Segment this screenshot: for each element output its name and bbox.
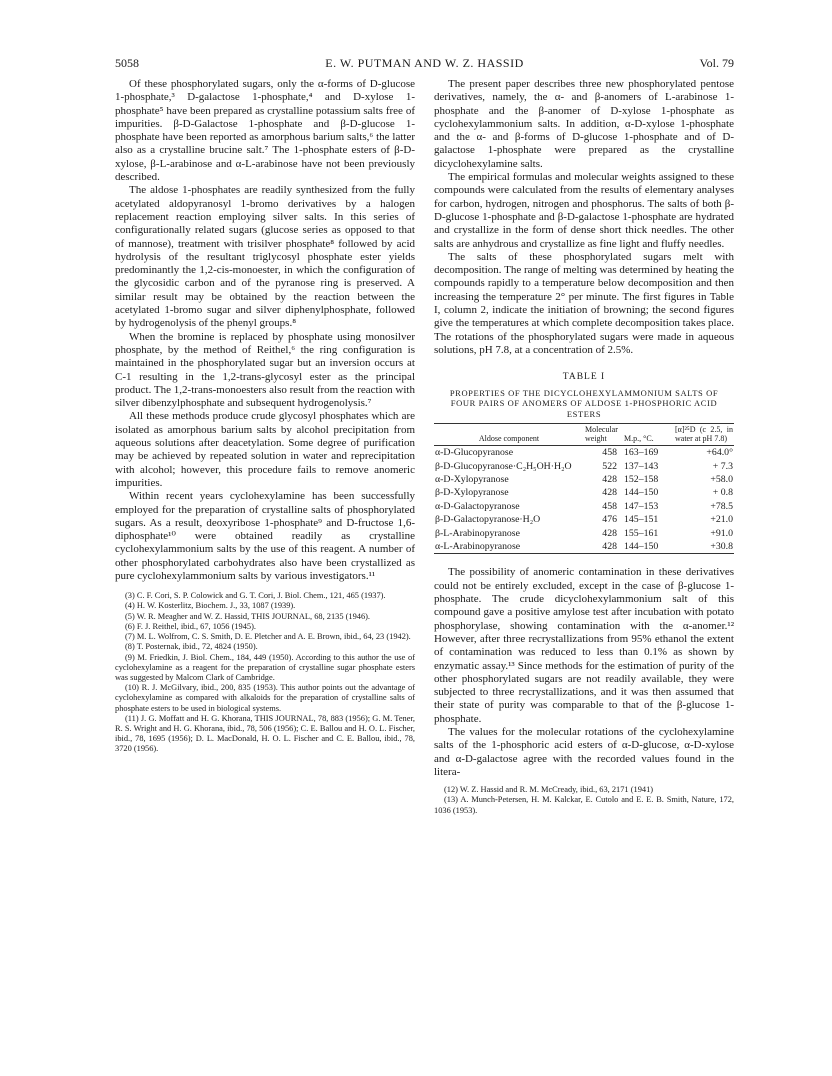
- cell-rotation: +30.8: [710, 541, 733, 553]
- table-row: [434, 486, 734, 499]
- footnote: (12) W. Z. Hassid and R. M. McCready, ibid., 63, 2171 (1941): [444, 785, 654, 795]
- cell-rotation: +58.0: [710, 474, 733, 486]
- table-row: [434, 513, 734, 526]
- cell-melting-point: 145–151: [624, 514, 659, 526]
- volume-label: Vol. 79: [699, 56, 734, 70]
- cell-molecular-weight: 522: [602, 460, 617, 472]
- header-molecular-weight: Molecular weight: [584, 424, 623, 446]
- footnote: (7) M. L. Wolfrom, C. S. Smith, D. E. Pletcher and A. E. Brown, ibid., 64, 23 (1942).: [125, 632, 411, 642]
- page-number: 5058: [115, 56, 139, 70]
- cell-molecular-weight: 458: [602, 447, 617, 459]
- cell-melting-point: 137–143: [624, 460, 659, 472]
- cell-melting-point: 144–150: [624, 541, 659, 553]
- cell-aldose-component: α-D-Galactopyranose: [435, 500, 520, 512]
- cell-rotation: + 0.8: [712, 487, 733, 499]
- cell-melting-point: 163–169: [624, 447, 659, 459]
- body-paragraph: The salts of these phosphorylated sugars melt with decomposition. The range of melting was determined by heating the compounds rapidly to a temperature below decomposition and then increasing the temperature 2° per minute. The first figures in Table I, column 2, indicate the initiation of browning; the second figures give the temperatures at which complete decomposition takes place. The rotations of the phosphorylated sugars were made in aqueous solutions, pH 7.8, at a concentration of 2.5%.: [434, 250, 734, 356]
- table-body: [434, 446, 734, 554]
- header-melting-point: M.p., °C.: [623, 424, 674, 446]
- cell-molecular-weight: 458: [602, 500, 617, 512]
- table-row: [434, 460, 734, 473]
- body-paragraph: The possibility of anomeric contamination in these derivatives could not be entirely excluded, except in the case of β-glucose 1-phosphate. The crude dicyclohexylammonium salt of this compound gave a positive amylose test after incubation with potato phosphorylase, showing contamination with the α-anomer.¹² However, after three recrystallizations from 95% ethanol the extent of contamination was reduced to less than 0.1% as shown by enzymatic assay.¹³ Since methods for the estimation of purity of the other phosphorylated sugars are not readily available, they were subjected to three recrystallizations, and it was then assumed that their state of purity was comparable to that of the β-glucose 1-phosphate.: [434, 566, 734, 725]
- body-paragraph: The values for the molecular rotations of the cyclohexylamine salts of the 1-phosphoric acid esters of α-D-glucose, α-D-xylose and α-D-galactose agree with the recorded values found in the litera-: [434, 726, 734, 778]
- footnote: (6) F. J. Reithel, ibid., 67, 1056 (1945).: [125, 621, 256, 631]
- cell-molecular-weight: 428: [602, 487, 617, 499]
- cell-rotation: +91.0: [710, 527, 733, 539]
- cell-aldose-component: β-L-Arabinopyranose: [435, 527, 520, 539]
- footnote: (9) M. Friedkin, J. Biol. Chem., 184, 449 (1950). According to this author the use of cyclohexylamine as a reagent for the preparation of crystalline sugar phosphate esters was suggested by Malcom Clark of Cambridge.: [115, 652, 415, 682]
- cell-molecular-weight: 476: [602, 514, 617, 526]
- left-column: [115, 78, 415, 755]
- footnote: (3) C. F. Cori, S. P. Colowick and G. T. Cori, J. Biol. Chem., 121, 465 (1937).: [125, 591, 386, 601]
- cell-aldose-component: α-D-Glucopyranose: [435, 447, 514, 459]
- body-paragraph: Of these phosphorylated sugars, only the α-forms of D-glucose 1-phosphate,³ D-galactose 1-phosphate,⁴ and D-xylose 1-phosphate⁵ have been prepared as crystalline potassium salts free of impurities. β-D-Galactose 1-phosphate and β-D-glucose 1-phosphate have been reported as amorphous barium salts,⁶ the latter also as a crystalline brucine salt.⁷ The 1-phosphate esters of β-D-xylose, β-L-arabinose and α-L-arabinose have not been previously described.: [115, 78, 415, 184]
- cell-aldose-component: β-D-Glucopyranose·C₂H₅OH·H₂O: [435, 460, 572, 472]
- body-paragraph: Within recent years cyclohexylamine has been successfully employed for the preparation of crystalline salts of phosphorylated sugars. As a result, deoxyribose 1-phosphate⁹ and D-fructose 1,6-diphosphate¹⁰ were obtained readily as crystalline cyclohexylammonium salts by the use of this reagent. A number of other phosphorylated carbohydrates also have been crystallized as pure cyclohexylammonium salts by various investigators.¹¹: [115, 490, 415, 582]
- body-paragraph: The aldose 1-phosphates are readily synthesized from the fully acetylated aldopyranosyl 1-bromo derivatives by a halogen replacement reaction employing silver salts. In this series of configurationally related sugars (glucose series as opposed to that of mannose), treatment with trisilver phosphate⁸ followed by acid hydrolysis of the resultant triglycosyl phosphate ester yields predominantly the 1,2-cis-monoester, in which the configuration of the glycosidic carbon and of the pyranose ring is preserved. A similar result may be obtained by the reaction between the acetylated 1-bromo sugar and silver diphenylphosphate, followed by hydrogenolysis of the phenyl groups.⁸: [115, 184, 415, 330]
- table-row: [434, 446, 734, 460]
- cell-molecular-weight: 428: [602, 541, 617, 553]
- table-title: TABLE I: [562, 372, 606, 383]
- header-aldose-component: Aldose component: [434, 424, 584, 446]
- table-caption: PROPERTIES OF THE DICYCLOHEXYLAMMONIUM SALTS OF FOUR PAIRS OF ANOMERS OF ALDOSE 1-PHOSPHORIC ACID ESTERS: [449, 387, 719, 419]
- footnotes-left: [115, 591, 415, 754]
- body-paragraph: When the bromine is replaced by phosphate using monosilver phosphate, by the method of Reithel,⁶ the ring configuration is maintained in the phosphorylated sugar but an inversion occurs at C-1 resulting in the 1,2-trans-glycosyl ester as the principal product. The 1,2-trans-monoesters also result from the reaction with silver dibenzylphosphate and subsequent hydrogenolysis.⁷: [115, 330, 415, 410]
- footnote: (8) T. Posternak, ibid., 72, 4824 (1950).: [125, 642, 258, 652]
- body-paragraph: The empirical formulas and molecular weights assigned to these compounds were calculated from the results of elementary analyses for carbon, hydrogen, nitrogen and phosphorus. The salts of both β-D-glucose 1-phosphate and β-D-galactose 1-phosphate are hydrated and crystallize in the form of dense short thick needles. The other salts are anhydrous and crystallize as fine light and fluffy needles.: [434, 171, 734, 250]
- footnote: (10) R. J. McGilvary, ibid., 200, 835 (1953). This author points out the advantage of cyclohexylamine as compared with alkaloids for the preparation of crystalline salts of phosphate esters to be used in biological systems.: [115, 683, 415, 713]
- table-row: [434, 540, 734, 554]
- cell-molecular-weight: 428: [602, 474, 617, 486]
- cell-rotation: +78.5: [710, 500, 733, 512]
- table-row: [434, 527, 734, 540]
- cell-rotation: +64.0°: [706, 447, 733, 459]
- header-rotation: [α]²⁵D (c 2.5, in water at pH 7.8): [674, 424, 734, 446]
- cell-aldose-component: α-L-Arabinopyranose: [435, 541, 521, 553]
- cell-molecular-weight: 428: [602, 527, 617, 539]
- table-header-row: [434, 424, 734, 446]
- cell-aldose-component: α-D-Xylopyranose: [435, 474, 509, 486]
- properties-table: [434, 423, 734, 554]
- body-paragraph: All these methods produce crude glycosyl phosphates which are isolated as amorphous barium salts by alcohol precipitation from aqueous solutions after deacetylation. Some degree of purification may be achieved by repeated solution in water and reprecipitation with alcohol; however, this procedure fails to remove anomeric impurities.: [115, 410, 415, 489]
- cell-melting-point: 144–150: [624, 487, 659, 499]
- footnotes-right: [434, 785, 734, 816]
- cell-rotation: + 7.3: [712, 460, 733, 472]
- cell-melting-point: 155–161: [624, 527, 659, 539]
- right-column: [434, 78, 734, 816]
- table-block: [434, 371, 734, 554]
- cell-aldose-component: β-D-Galactopyranose·H₂O: [435, 514, 541, 526]
- footnote: (13) A. Munch-Petersen, H. M. Kalckar, E. Cutolo and E. E. B. Smith, Nature, 172, 1036 (1953).: [434, 795, 734, 815]
- cell-rotation: +21.0: [710, 514, 733, 526]
- page-header: [115, 56, 734, 70]
- cell-aldose-component: β-D-Xylopyranose: [435, 487, 509, 499]
- footnote: (5) W. R. Meagher and W. Z. Hassid, THIS JOURNAL, 68, 2135 (1946).: [125, 611, 371, 621]
- body-paragraph: The present paper describes three new phosphorylated pentose derivatives, namely, the α- and β-anomers of L-arabinose 1-phosphate and the β-anomer of D-xylose 1-phosphate as cyclohexylammonium salts. In addition, α-D-xylose 1-phosphate and the α- and β-forms of D-glucose 1-phosphate and of D-galactose 1-phosphate were prepared as the crystalline dicyclohexylamine salts.: [434, 78, 734, 170]
- footnote: (11) J. G. Moffatt and H. G. Khorana, THIS JOURNAL, 78, 883 (1956); G. M. Tener, R. S. Wright and H. G. Khorana, ibid., 78, 506 (1956); C. E. Ballou and H. O. L. Fischer, ibid., 78, 1695 (1956); D. L. MacDonald, H. O. L. Fischer and C. E. Ballou, ibid., 78, 3720 (1956).: [115, 713, 415, 754]
- running-head-authors: E. W. PUTMAN AND W. Z. HASSID: [325, 56, 524, 70]
- cell-melting-point: 147–153: [624, 500, 659, 512]
- table-row: [434, 473, 734, 486]
- footnote: (4) H. W. Kosterlitz, Biochem. J., 33, 1087 (1939).: [125, 601, 296, 611]
- cell-melting-point: 152–158: [624, 474, 659, 486]
- table-row: [434, 500, 734, 513]
